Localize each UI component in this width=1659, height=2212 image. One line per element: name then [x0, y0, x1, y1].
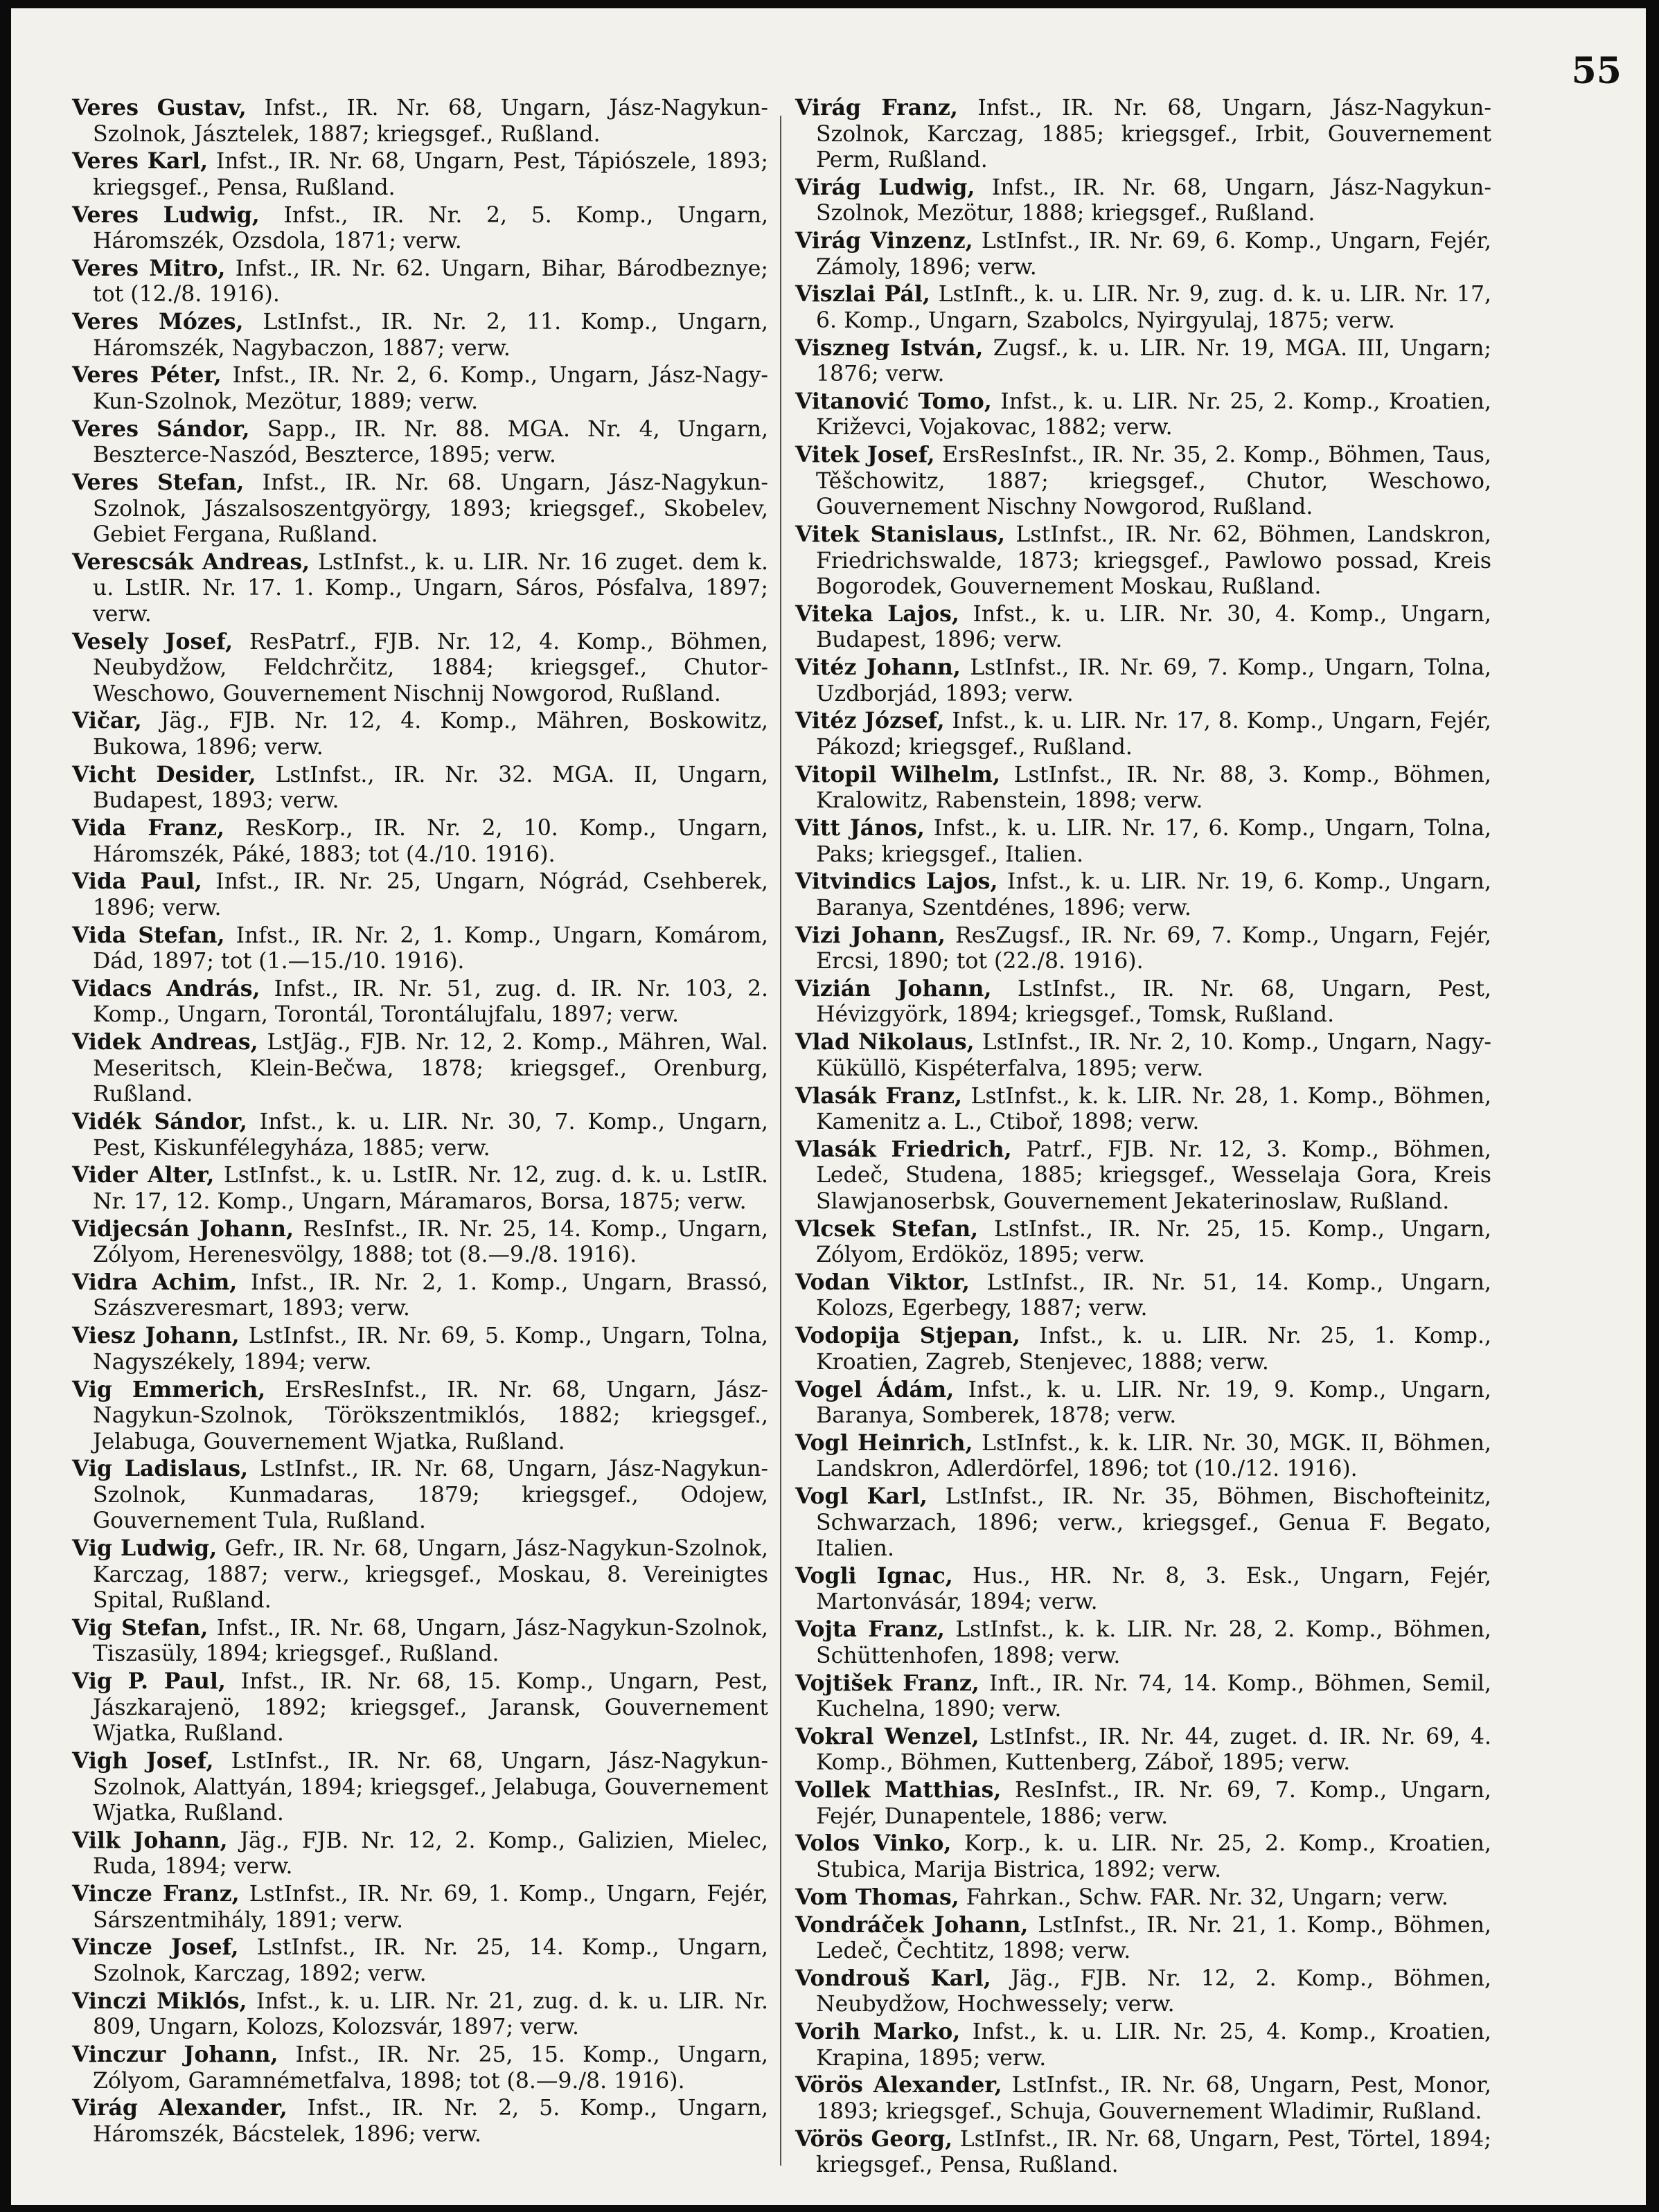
register-entry	[72, 2095, 768, 2148]
entry-name: Vičar,	[72, 708, 142, 734]
register-entry	[795, 1884, 1491, 1911]
entry-name: Vitt János,	[795, 815, 925, 841]
register-entry	[795, 1216, 1491, 1269]
entry-details: Infst., k. u. LIR. Nr. 19, 6. Komp., Ungarn, Baranya, Szentdénes, 1896; verw.	[816, 869, 1491, 920]
entry-name: Vollek Matthias,	[795, 1777, 1002, 1803]
entry-details: Inft., IR. Nr. 74, 14. Komp., Böhmen, Semil, Kuchelna, 1890; verw.	[816, 1670, 1491, 1722]
register-entry	[72, 202, 768, 255]
entry-details: Infst., IR. Nr. 68, Ungarn, Jász-Nagykun-Szolnok, Karczag, 1885; kriegsgef., Irbit, Gouvernement Perm, Rußland.	[816, 96, 1491, 172]
register-entry	[72, 549, 768, 628]
entry-name: Vodan Viktor,	[795, 1269, 970, 1295]
register-entry	[795, 868, 1491, 921]
entry-name: Vlasák Franz,	[795, 1082, 962, 1109]
entry-name: Vojta Franz,	[795, 1616, 945, 1643]
entry-name: Vida Franz,	[72, 815, 224, 841]
register-entry	[72, 470, 768, 548]
entry-name: Viesz Johann,	[72, 1323, 240, 1349]
entry-name: Viszlai Pál,	[795, 281, 930, 307]
register-entry	[795, 1483, 1491, 1562]
entry-name: Vinczi Miklós,	[72, 1988, 247, 2014]
entry-details: Patrf., FJB. Nr. 12, 3. Komp., Böhmen, Ledeč, Studena, 1885; kriegsgef., Wesselaja Gora, Kreis Slawjanoserbsk, Gouvernement Jekaterinoslaw, Rußland.	[816, 1136, 1491, 1214]
register-entry	[795, 762, 1491, 814]
entry-details: LstInfst., IR. Nr. 68, Ungarn, Pest, Monor, 1893; kriegsgef., Schuja, Gouvernement Wladimir, Rußland.	[816, 2073, 1491, 2124]
entry-details: Infst., IR. Nr. 2, 6. Komp., Ungarn, Jász-Nagy-Kun-Szolnok, Mezötur, 1889; verw.	[93, 363, 769, 414]
register-entry	[72, 1456, 768, 1535]
entry-details: Infst., IR. Nr. 51, zug. d. IR. Nr. 103, 2. Komp., Ungarn, Torontál, Torontálujfalu, 1897; verw.	[93, 976, 768, 1028]
entry-details: LstInfst., IR. Nr. 69, 5. Komp., Ungarn, Tolna, Nagyszékely, 1894; verw.	[93, 1323, 768, 1375]
entry-details: Infst., IR. Nr. 68. Ungarn, Jász-Nagykun-Szolnok, Jászalsoszentgyörgy, 1893; kriegsgef., Skobelev, Gebiet Fergana, Rußland.	[93, 470, 768, 548]
register-entry	[795, 1377, 1491, 1429]
entry-name: Vlasák Friedrich,	[795, 1136, 1012, 1162]
entry-name: Veres Sándor,	[72, 416, 250, 442]
entry-name: Vidék Sándor,	[72, 1109, 247, 1135]
entry-details: LstInfst., IR. Nr. 2, 11. Komp., Ungarn, Háromszék, Nagybaczon, 1887; verw.	[93, 310, 769, 361]
entry-details: Sapp., IR. Nr. 88. MGA. Nr. 4, Ungarn, Beszterce-Naszód, Beszterce, 1895; verw.	[93, 416, 768, 468]
register-entry	[795, 1616, 1491, 1669]
entry-details: LstJäg., FJB. Nr. 12, 2. Komp., Mähren, Wal. Meseritsch, Klein-Bečwa, 1878; kriegsgef., Orenburg, Rußland.	[93, 1030, 769, 1107]
register-entry	[795, 708, 1491, 760]
entry-details: Infst., k. u. LIR. Nr. 19, 9. Komp., Ungarn, Baranya, Somberek, 1878; verw.	[816, 1377, 1491, 1429]
entry-details: Infst., IR. Nr. 25, Ungarn, Nógrád, Csehberek, 1896; verw.	[93, 869, 768, 920]
entry-name: Vidjecsán Johann,	[72, 1215, 294, 1242]
entry-details: LstInfst., IR. Nr. 69, 1. Komp., Ungarn, Fejér, Sárszentmihály, 1891; verw.	[93, 1882, 768, 1933]
entry-name: Vogl Heinrich,	[795, 1429, 973, 1456]
register-entry	[72, 868, 768, 921]
entry-details: Infst., k. u. LIR. Nr. 25, 1. Komp., Kroatien, Zagreb, Stenjevec, 1888; verw.	[816, 1323, 1492, 1375]
register-entry	[795, 1670, 1491, 1723]
entry-name: Vörös Alexander,	[795, 2072, 1002, 2098]
entry-name: Vizi Johann,	[795, 922, 946, 948]
entry-name: Vidacs András,	[72, 975, 260, 1001]
entry-details: LstInfst., IR. Nr. 35, Böhmen, Bischofteinitz, Schwarzach, 1896; verw., kriegsgef., Genua F. Begato, Italien.	[816, 1484, 1491, 1562]
register-entry	[72, 362, 768, 415]
entry-details: LstInfst., IR. Nr. 44, zuget. d. IR. Nr. 69, 4. Komp., Böhmen, Kuttenberg, Záboř, 1895; verw.	[816, 1724, 1491, 1776]
register-entry	[72, 1934, 768, 1987]
register-entry	[795, 601, 1491, 654]
register-entry	[72, 309, 768, 362]
entry-name: Vitanović Tomo,	[795, 388, 992, 414]
entry-details: LstInft., k. u. LIR. Nr. 9, zug. d. k. u. LIR. Nr. 17, 6. Komp., Ungarn, Szabolcs, Nyirgyulaj, 1875; verw.	[816, 282, 1492, 333]
register-entry	[72, 1668, 768, 1747]
right-column	[795, 95, 1491, 2179]
register-entry	[72, 1162, 768, 1215]
entry-details: ResInfst., IR. Nr. 25, 14. Komp., Ungarn, Zólyom, Herenesvölgy, 1888; tot (8.—9./8. 1916).	[93, 1216, 768, 1268]
register-entry	[795, 1777, 1491, 1830]
entry-details: ResKorp., IR. Nr. 2, 10. Komp., Ungarn, Háromszék, Páké, 1883; tot (4./10. 1916).	[93, 816, 769, 867]
entry-name: Vorih Marko,	[795, 2019, 961, 2045]
entry-name: Verescsák Andreas,	[72, 548, 310, 575]
entry-name: Vokral Wenzel,	[795, 1723, 979, 1749]
entry-details: LstInfst., IR. Nr. 21, 1. Komp., Böhmen, Ledeč, Čechtitz, 1898; verw.	[816, 1912, 1491, 1963]
entry-details: ErsResInfst., IR. Nr. 35, 2. Komp., Böhmen, Taus, Těšchowitz, 1887; kriegsgef., Chutor, Weschowo, Gouvernement Nischny Nowgorod, Rußland.	[816, 443, 1491, 520]
entry-name: Veres Ludwig,	[72, 202, 260, 228]
document-page	[11, 8, 1646, 2205]
entry-details: LstInfst., k. u. LstIR. Nr. 12, zug. d. k. u. LstIR. Nr. 17, 12. Komp., Ungarn, Máramaros, Borsa, 1875; verw.	[93, 1163, 768, 1214]
entry-details: Korp., k. u. LIR. Nr. 25, 2. Komp., Kroatien, Stubica, Marija Bistrica, 1892; verw.	[816, 1831, 1491, 1882]
entry-name: Vig Ladislaus,	[72, 1456, 249, 1482]
register-entry	[795, 2072, 1491, 2125]
entry-name: Vitek Stanislaus,	[795, 521, 1005, 548]
entry-details: LstInfst., IR. Nr. 62, Böhmen, Landskron, Friedrichswalde, 1873; kriegsgef., Pawlowo possad, Kreis Bogorodek, Gouvernement Moskau, Rußland.	[816, 522, 1492, 600]
entry-name: Vig Ludwig,	[72, 1535, 218, 1562]
entry-details: Infst., k. u. LIR. Nr. 21, zug. d. k. u. LIR. Nr. 809, Ungarn, Kolozs, Kolozsvár, 1897; verw.	[93, 1988, 768, 2040]
register-entry	[72, 95, 768, 148]
entry-details: Jäg., FJB. Nr. 12, 4. Komp., Mähren, Boskowitz, Bukowa, 1896; verw.	[93, 708, 768, 760]
entry-details: LstInfst., IR. Nr. 51, 14. Komp., Ungarn, Kolozs, Egerbegy, 1887; verw.	[816, 1269, 1491, 1321]
entry-name: Vincze Josef,	[72, 1934, 239, 1961]
register-entry	[72, 1748, 768, 1827]
entry-details: ResPatrf., FJB. Nr. 12, 4. Komp., Böhmen, Neubydžow, Feldchrčitz, 1884; kriegsgef., Chutor-Weschowo, Gouvernement Nischnij Nowgorod, Rußland.	[93, 629, 768, 706]
register-entry	[795, 2019, 1491, 2071]
entry-details: Infst., IR. Nr. 2, 5. Komp., Ungarn, Háromszék, Ozsdola, 1871; verw.	[93, 202, 768, 254]
entry-name: Videk Andreas,	[72, 1029, 258, 1055]
entry-details: Infst., k. u. LIR. Nr. 30, 4. Komp., Ungarn, Budapest, 1896; verw.	[816, 601, 1491, 653]
entry-details: LstInfst., k. k. LIR. Nr. 28, 1. Komp., Böhmen, Kamenitz a. L., Ctiboř, 1898; verw.	[816, 1083, 1492, 1135]
entry-details: Fahrkan., Schw. FAR. Nr. 32, Ungarn; verw.	[959, 1884, 1448, 1910]
entry-name: Vig P. Paul,	[72, 1668, 226, 1695]
entry-name: Vitek Josef,	[795, 442, 935, 468]
entry-name: Vondráček Johann,	[795, 1911, 1029, 1938]
entry-name: Vider Alter,	[72, 1162, 215, 1188]
register-entry	[795, 976, 1491, 1028]
entry-name: Vitéz Johann,	[795, 654, 961, 681]
entry-name: Vlad Nikolaus,	[795, 1029, 975, 1055]
register-entry	[72, 148, 768, 201]
entry-details: LstInfst., IR. Nr. 69, 6. Komp., Ungarn, Fejér, Zámoly, 1896; verw.	[816, 229, 1491, 280]
register-entry	[795, 1029, 1491, 1082]
entry-name: Vogl Karl,	[795, 1483, 928, 1510]
entry-name: Vogli Ignac,	[795, 1562, 953, 1589]
entry-name: Vörös Georg,	[795, 2125, 953, 2152]
register-entry	[72, 922, 768, 975]
entry-name: Vilk Johann,	[72, 1827, 228, 1853]
register-entry	[72, 629, 768, 708]
entry-details: LstInfst., IR. Nr. 25, 15. Komp., Ungarn, Zólyom, Erdököz, 1895; verw.	[816, 1216, 1491, 1268]
entry-name: Veres Mitro,	[72, 255, 226, 281]
entry-name: Veres Stefan,	[72, 470, 245, 496]
entry-name: Virág Vinzenz,	[795, 228, 973, 254]
register-entry	[72, 762, 768, 814]
entry-name: Virág Alexander,	[72, 2095, 287, 2121]
entry-details: Hus., HR. Nr. 8, 3. Esk., Ungarn, Fejér, Martonvásár, 1894; verw.	[816, 1563, 1491, 1615]
entry-details: LstInfst., IR. Nr. 25, 14. Komp., Ungarn, Szolnok, Karczag, 1892; verw.	[93, 1935, 768, 1986]
register-entry	[72, 1377, 768, 1456]
entry-details: Infst., IR. Nr. 62. Ungarn, Bihar, Bárodbeznye; tot (12./8. 1916).	[93, 256, 768, 307]
entry-details: Infst., IR. Nr. 68, Ungarn, Jász-Nagykun-Szolnok, Jásztelek, 1887; kriegsgef., Rußland.	[93, 96, 768, 147]
register-entry	[795, 95, 1491, 174]
entry-details: LstInfst., IR. Nr. 32. MGA. II, Ungarn, Budapest, 1893; verw.	[93, 762, 768, 814]
left-column	[72, 95, 768, 2149]
register-entry	[795, 1269, 1491, 1322]
register-entry	[795, 389, 1491, 441]
register-entry	[795, 1830, 1491, 1883]
entry-name: Vidra Achim,	[72, 1269, 238, 1295]
entry-name: Veres Karl,	[72, 148, 209, 175]
entry-name: Vicht Desider,	[72, 761, 256, 787]
register-entry	[795, 1965, 1491, 2018]
entry-details: LstInfst., IR. Nr. 68, Ungarn, Pest, Törtel, 1894; kriegsgef., Pensa, Rußland.	[816, 2126, 1492, 2178]
entry-details: Jäg., FJB. Nr. 12, 2. Komp., Galizien, Mielec, Ruda, 1894; verw.	[93, 1828, 768, 1880]
register-entry	[795, 1912, 1491, 1965]
entry-name: Vesely Josef,	[72, 628, 233, 654]
entry-name: Vig Emmerich,	[72, 1376, 266, 1402]
entry-details: Gefr., IR. Nr. 68, Ungarn, Jász-Nagykun-Szolnok, Karczag, 1887; verw., kriegsgef., Moskau, 8. Vereinigtes Spital, Rußland.	[93, 1536, 769, 1614]
entry-details: LstInfst., k. u. LIR. Nr. 16 zuget. dem k. u. LstIR. Nr. 17. 1. Komp., Ungarn, Sáros, Pósfalva, 1897; verw.	[93, 549, 768, 627]
entry-name: Vitopil Wilhelm,	[795, 761, 1000, 787]
entry-details: Infst., k. u. LIR. Nr. 30, 7. Komp., Ungarn, Pest, Kiskunfélegyháza, 1885; verw.	[93, 1109, 768, 1161]
entry-name: Vitvindics Lajos,	[795, 868, 998, 895]
entry-name: Veres Gustav,	[72, 95, 247, 121]
entry-name: Virág Franz,	[795, 95, 958, 121]
page-number: 55	[1571, 50, 1622, 92]
entry-details: ResInfst., IR. Nr. 69, 7. Komp., Ungarn, Fejér, Dunapentele, 1886; verw.	[816, 1778, 1491, 1829]
entry-details: LstInfst., IR. Nr. 69, 7. Komp., Ungarn, Tolna, Uzdborjád, 1893; verw.	[816, 655, 1491, 706]
register-entry	[795, 922, 1491, 975]
entry-name: Virág Ludwig,	[795, 174, 975, 200]
register-entry	[72, 1535, 768, 1614]
register-entry	[795, 521, 1491, 600]
register-entry	[72, 1323, 768, 1375]
entry-name: Vinczur Johann,	[72, 2042, 278, 2067]
register-entry	[72, 708, 768, 760]
entry-details: LstInfst., k. k. LIR. Nr. 30, MGK. II, Böhmen, Landskron, Adlerdörfel, 1896; tot (10./12. 1916).	[816, 1430, 1491, 1482]
entry-details: Zugsf., k. u. LIR. Nr. 19, MGA. III, Ungarn; 1876; verw.	[816, 335, 1491, 387]
entry-name: Vlcsek Stefan,	[795, 1215, 979, 1242]
entry-name: Vodopija Stjepan,	[795, 1323, 1020, 1349]
entry-details: LstInfst., IR. Nr. 68, Ungarn, Jász-Nagykun-Szolnok, Alattyán, 1894; kriegsgef., Jelabuga, Gouvernement Wjatka, Rußland.	[93, 1749, 769, 1826]
entry-name: Veres Mózes,	[72, 309, 244, 335]
register-entry	[72, 256, 768, 308]
entry-details: ResZugsf., IR. Nr. 69, 7. Komp., Ungarn, Fejér, Ercsi, 1890; tot (22./8. 1916).	[816, 922, 1491, 974]
register-entry	[795, 442, 1491, 521]
register-entry	[72, 1828, 768, 1880]
register-entry	[72, 976, 768, 1028]
entry-details: Infst., k. u. LIR. Nr. 25, 4. Komp., Kroatien, Krapina, 1895; verw.	[816, 2019, 1491, 2071]
entry-name: Vizián Johann,	[795, 975, 992, 1001]
entry-name: Vig Stefan,	[72, 1614, 209, 1641]
entry-details: Infst., IR. Nr. 68, Ungarn, Pest, Tápiószele, 1893; kriegsgef., Pensa, Rußland.	[93, 149, 769, 200]
register-entry	[72, 815, 768, 868]
register-entry	[72, 1881, 768, 1934]
register-entry	[795, 1323, 1491, 1375]
entry-name: Vojtišek Franz,	[795, 1670, 979, 1696]
entry-name: Vogel Ádám,	[795, 1376, 955, 1402]
entry-name: Vitéz József,	[795, 708, 945, 734]
entry-name: Vida Paul,	[72, 868, 202, 895]
entry-details: Infst., IR. Nr. 68, Ungarn, Jász-Nagykun-Szolnok, Mezötur, 1888; kriegsgef., Rußland.	[816, 175, 1491, 226]
entry-name: Vom Thomas,	[795, 1884, 959, 1910]
register-entry	[795, 1724, 1491, 1776]
register-entry	[795, 1136, 1491, 1215]
entry-details: Jäg., FJB. Nr. 12, 2. Komp., Böhmen, Neubydžow, Hochwessely; verw.	[816, 1965, 1491, 2017]
entry-details: Infst., IR. Nr. 2, 1. Komp., Ungarn, Brassó, Szászveresmart, 1893; verw.	[93, 1269, 768, 1321]
register-entry	[795, 654, 1491, 707]
register-entry	[72, 1269, 768, 1322]
entry-name: Viteka Lajos,	[795, 600, 959, 627]
register-entry	[72, 1216, 768, 1269]
entry-details: Infst., k. u. LIR. Nr. 17, 6. Komp., Ungarn, Tolna, Paks; kriegsgef., Italien.	[816, 816, 1491, 867]
register-entry	[795, 1083, 1491, 1136]
entry-details: Infst., IR. Nr. 68, Ungarn, Jász-Nagykun-Szolnok, Tiszasüly, 1894; kriegsgef., Rußland.	[93, 1615, 769, 1667]
entry-details: Infst., IR. Nr. 2, 1. Komp., Ungarn, Komárom, Dád, 1897; tot (1.—15./10. 1916).	[93, 922, 768, 974]
register-entry	[72, 1109, 768, 1161]
entry-details: LstInfst., IR. Nr. 68, Ungarn, Pest, Hévizgyörk, 1894; kriegsgef., Tomsk, Rußland.	[816, 976, 1491, 1028]
entry-name: Veres Péter,	[72, 362, 222, 389]
entry-name: Vigh Josef,	[72, 1748, 214, 1774]
entry-details: LstInfst., IR. Nr. 88, 3. Komp., Böhmen, Kralowitz, Rabenstein, 1898; verw.	[816, 762, 1491, 814]
register-entry	[795, 1563, 1491, 1616]
entry-name: Vondrouš Karl,	[795, 1965, 991, 1991]
entry-details: LstInfst., IR. Nr. 68, Ungarn, Jász-Nagykun-Szolnok, Kunmadaras, 1879; kriegsgef., Odojew, Gouvernement Tula, Rußland.	[93, 1456, 769, 1534]
entry-details: ErsResInfst., IR. Nr. 68, Ungarn, Jász-Nagykun-Szolnok, Törökszentmiklós, 1882; kriegsgef., Jelabuga, Gouvernement Wjatka, Rußland.	[93, 1377, 769, 1454]
register-entry	[795, 815, 1491, 868]
register-entry	[795, 281, 1491, 334]
column-divider	[780, 116, 781, 2166]
entry-details: LstInfst., IR. Nr. 2, 10. Komp., Ungarn, Nagy-Küküllö, Kispéterfalva, 1895; verw.	[816, 1030, 1492, 1081]
entry-name: Vincze Franz,	[72, 1881, 240, 1907]
register-entry	[72, 2042, 768, 2094]
register-entry	[795, 2126, 1491, 2179]
register-entry	[72, 1988, 768, 2041]
entry-name: Viszneg István,	[795, 335, 984, 361]
entry-name: Volos Vinko,	[795, 1830, 952, 1857]
register-entry	[72, 1029, 768, 1108]
register-entry	[795, 335, 1491, 388]
entry-details: LstInfst., k. k. LIR. Nr. 28, 2. Komp., Böhmen, Schüttenhofen, 1898; verw.	[816, 1617, 1491, 1668]
register-entry	[795, 1430, 1491, 1483]
entry-details: Infst., k. u. LIR. Nr. 25, 2. Komp., Kroatien, Križevci, Vojakovac, 1882; verw.	[816, 389, 1491, 440]
register-entry	[72, 416, 768, 469]
entry-details: Infst., IR. Nr. 25, 15. Komp., Ungarn, Zólyom, Garamnémetfalva, 1898; tot (8.—9./8. 1916).	[93, 2042, 768, 2094]
entry-name: Vida Stefan,	[72, 922, 225, 948]
register-entry	[72, 1615, 768, 1668]
entry-details: Infst., IR. Nr. 68, 15. Komp., Ungarn, Pest, Jászkarajenö, 1892; kriegsgef., Jaransk, Gouvernement Wjatka, Rußland.	[93, 1669, 768, 1747]
register-entry	[795, 228, 1491, 280]
entry-details: Infst., k. u. LIR. Nr. 17, 8. Komp., Ungarn, Fejér, Pákozd; kriegsgef., Rußland.	[816, 708, 1491, 760]
entry-details: Infst., IR. Nr. 2, 5. Komp., Ungarn, Háromszék, Bácstelek, 1896; verw.	[93, 2096, 768, 2147]
register-entry	[795, 175, 1491, 227]
